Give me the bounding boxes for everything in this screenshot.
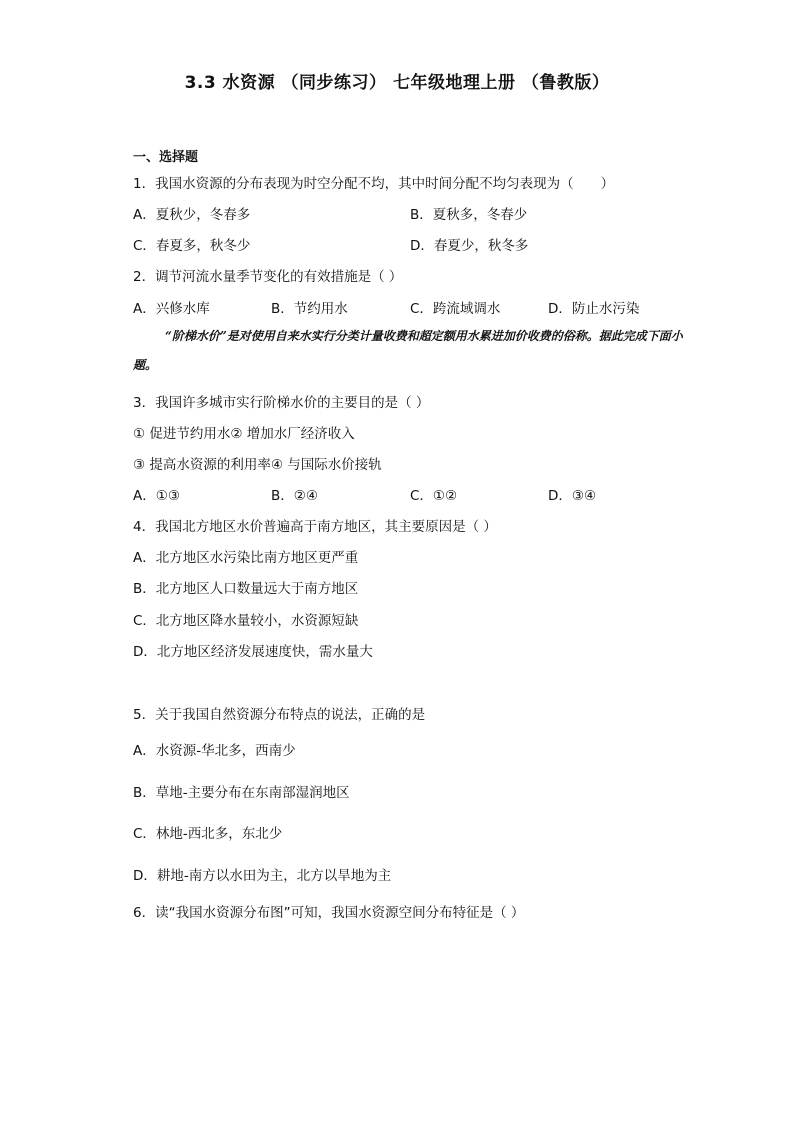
page-title: 3.3 水资源 （同步练习） 七年级地理上册 （鲁教版） — [184, 73, 610, 93]
q2-option-a: A．兴修水库 — [133, 301, 210, 317]
q4-option-d: D．北方地区经济发展速度快，需水量大 — [133, 644, 373, 660]
q3-option-d: D．③④ — [548, 488, 597, 504]
q4-option-c: C．北方地区降水量较小，水资源短缺 — [133, 613, 359, 629]
q5-option-a: A．水资源-华北多，西南少 — [133, 743, 296, 759]
q1-option-d: D．春夏少，秋冬多 — [410, 238, 529, 254]
q1-stem: 1．我国水资源的分布表现为时空分配不均，其中时间分配不均匀表现为（ ） — [133, 176, 615, 192]
q3-option-a: A．①③ — [133, 488, 180, 504]
q4-option-a: A．北方地区水污染比南方地区更严重 — [133, 550, 359, 566]
reading-material: “阶梯水价”是对使用自来水实行分类计量收费和超定额用水累进加价收费的俗称。据此完成下面小题。 — [133, 329, 683, 372]
q3-statement-line-1: ① 促进节约用水② 增加水厂经济收入 — [133, 426, 355, 442]
q2-stem: 2．调节河流水量季节变化的有效措施是（ ） — [133, 269, 403, 285]
section-heading: 一、选择题 — [133, 150, 199, 165]
q5-option-d: D．耕地-南方以水田为主，北方以旱地为主 — [133, 868, 392, 884]
q1-option-c: C．春夏多，秋冬少 — [133, 238, 251, 254]
q3-stem: 3．我国许多城市实行阶梯水价的主要目的是（ ） — [133, 395, 430, 411]
q6-stem: 6．读“我国水资源分布图”可知，我国水资源空间分布特征是（ ） — [133, 905, 525, 921]
q5-option-c: C．林地-西北多，东北少 — [133, 826, 283, 842]
q1-option-b: B．夏秋多，冬春少 — [410, 207, 528, 223]
q5-stem: 5．关于我国自然资源分布特点的说法，正确的是 — [133, 707, 426, 723]
q2-option-c: C．跨流域调水 — [410, 301, 501, 317]
q2-option-d: D．防止水污染 — [548, 301, 640, 317]
q2-option-b: B．节约用水 — [271, 301, 348, 317]
q4-stem: 4．我国北方地区水价普遍高于南方地区，其主要原因是（ ） — [133, 519, 497, 535]
q3-option-c: C．①② — [410, 488, 458, 504]
q5-option-b: B．草地-主要分布在东南部湿润地区 — [133, 785, 350, 801]
q1-option-a: A．夏秋少，冬春多 — [133, 207, 251, 223]
q4-option-b: B．北方地区人口数量远大于南方地区 — [133, 581, 359, 597]
q3-option-b: B．②④ — [271, 488, 318, 504]
q3-statement-line-2: ③ 提高水资源的利用率④ 与国际水价接轨 — [133, 457, 382, 473]
